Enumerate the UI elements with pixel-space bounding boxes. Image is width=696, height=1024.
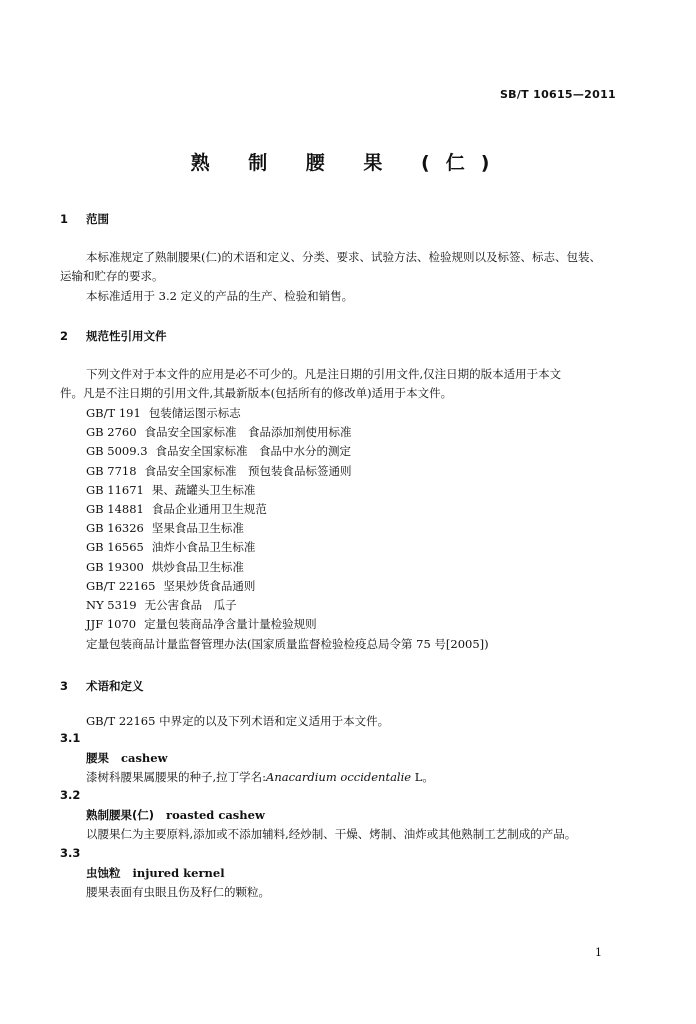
section-number: 1 — [60, 212, 69, 226]
term-definition — [86, 769, 434, 785]
reference-title: 无公害食品 瓜子 — [144, 598, 237, 612]
reference-title: 食品安全国家标准 食品中水分的测定 — [155, 444, 352, 459]
reference-item — [86, 597, 237, 613]
s3-intro: GB/T 22165 中界定的以及下列术语和定义适用于本文件。 — [86, 714, 390, 728]
definition-text: 漆树科腰果属腰果的种子,拉丁学名: — [86, 770, 267, 784]
reference-title: 食品企业通用卫生规范 — [151, 502, 267, 516]
definition-text: 以腰果仁为主要原料,添加或不添加辅料,经炒制、干燥、烤制、油炸或其他熟制工艺制成的产品。 — [86, 827, 577, 841]
reference-title: 食品安全国家标准 预包装食品标签通则 — [144, 463, 352, 478]
reference-code: GB 5009.3 — [86, 444, 148, 459]
reference-title: 果、蔬罐头卫生标准 — [151, 482, 256, 497]
section-title: 术语和定义 — [86, 679, 144, 693]
s2-intro-line2: 件。凡是不注日期的引用文件,其最新版本(包括所有的修改单)适用于本文件。 — [60, 386, 453, 400]
section-number: 2 — [60, 329, 69, 343]
reference-title: 食品安全国家标准 食品添加剂使用标准 — [144, 425, 352, 440]
term-number: 3.3 — [60, 846, 81, 860]
latin-name: Anacardium occidentalie — [266, 770, 412, 784]
section-title: 规范性引用文件 — [86, 329, 167, 343]
definition-text: 腰果表面有虫眼且伤及籽仁的颗粒。 — [86, 885, 270, 899]
term-name — [86, 865, 225, 881]
document-title: 熟 制 腰 果 (仁) — [190, 152, 506, 174]
s1-para1-line2: 运输和贮存的要求。 — [60, 269, 164, 283]
term-number: 3.1 — [60, 731, 81, 745]
section-2-heading — [60, 328, 167, 344]
reference-code: JJF 1070 — [86, 617, 137, 632]
reference-title: 烘炒食品卫生标准 — [151, 559, 244, 574]
term-en: cashew — [121, 751, 168, 765]
reference-item — [86, 482, 255, 498]
reference-item — [86, 520, 244, 536]
reference-item — [86, 405, 241, 421]
reference-item — [86, 539, 255, 555]
reference-item — [86, 424, 352, 440]
reference-title: 包装储运图示标志 — [148, 406, 241, 420]
reference-item — [86, 443, 351, 459]
term-zh: 腰果 — [86, 751, 109, 765]
reference-item — [86, 616, 317, 632]
s2-intro-line1: 下列文件对于本文件的应用是必不可少的。凡是注日期的引用文件,仅注日期的版本适用于本文 — [86, 367, 562, 381]
reference-code: GB/T 22165 — [86, 578, 156, 593]
term-zh: 虫蚀粒 — [86, 866, 121, 880]
term-zh: 熟制腰果(仁) — [86, 808, 155, 822]
term-en: roasted cashew — [166, 808, 265, 822]
reference-item — [86, 463, 352, 479]
s1-para2: 本标准适用于 3.2 定义的产品的生产、检验和销售。 — [86, 289, 354, 303]
s1-para1-line1: 本标准规定了熟制腰果(仁)的术语和定义、分类、要求、试验方法、检验规则以及标签、标志、包装、 — [86, 250, 601, 264]
reference-code: GB 2760 — [86, 425, 137, 440]
reference-item — [86, 578, 255, 594]
term-definition — [86, 884, 270, 900]
reference-code: GB/T 191 — [86, 406, 141, 420]
section-1-heading — [60, 211, 109, 227]
definition-suffix: L。 — [411, 770, 434, 784]
reference-title: 定量包装商品净含量计量检验规则 — [144, 617, 317, 632]
reference-code: GB 11671 — [86, 482, 144, 497]
section-number: 3 — [60, 679, 69, 693]
section-3-heading — [60, 678, 144, 694]
reference-title: 坚果食品卫生标准 — [151, 521, 244, 536]
term-number: 3.2 — [60, 788, 81, 802]
reference-last: 定量包装商品计量监督管理办法(国家质量监督检验检疫总局令第 75 号[2005]) — [86, 637, 489, 651]
reference-title: 油炸小食品卫生标准 — [151, 540, 256, 555]
standard-code: SB/T 10615—2011 — [499, 88, 616, 101]
term-name — [86, 807, 265, 823]
reference-item — [86, 501, 267, 517]
term-en: injured kernel — [132, 866, 225, 880]
reference-item — [86, 559, 244, 575]
page-number: 1 — [595, 946, 602, 959]
reference-title: 坚果炒货食品通则 — [163, 578, 256, 593]
reference-code: GB 16565 — [86, 540, 144, 555]
reference-code: GB 7718 — [86, 463, 137, 478]
reference-code: GB 16326 — [86, 521, 144, 536]
reference-code: GB 14881 — [86, 502, 144, 516]
section-title: 范围 — [86, 212, 109, 226]
reference-code: NY 5319 — [86, 598, 137, 612]
reference-code: GB 19300 — [86, 559, 144, 574]
term-name — [86, 750, 168, 766]
term-definition — [86, 826, 576, 842]
